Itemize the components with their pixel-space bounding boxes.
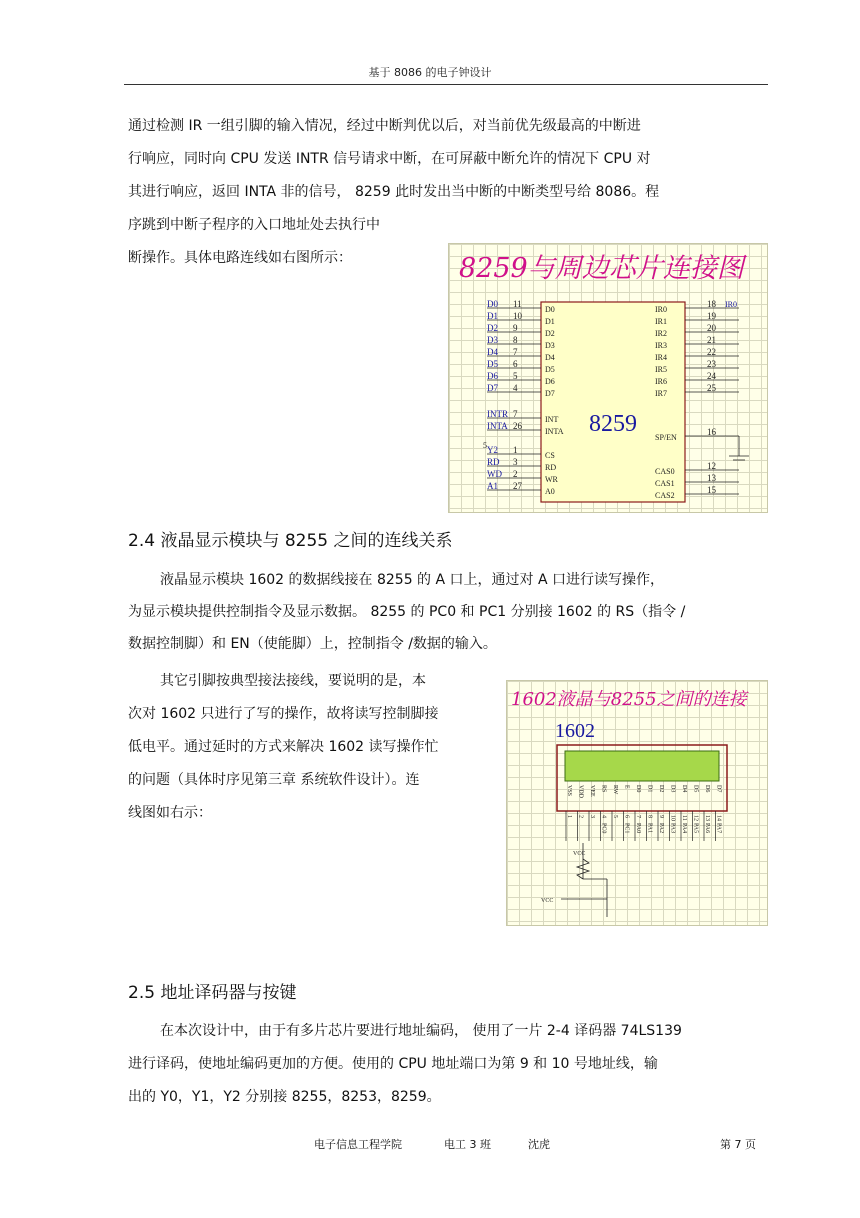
right-pin-number: 20 [707,323,716,333]
lcd-pin-number: 14 [715,815,722,821]
chip-inner-left-label: D6 [545,377,555,386]
lcd-port-label: PA1 [646,823,653,834]
lcd-pin-number: 2 [577,815,584,818]
chip-inner-right-label: CAS1 [655,479,675,488]
chip-inner-left-label: D7 [545,389,555,398]
vcc-label-bottom: VCC [541,898,554,904]
vcc-label-top: VCC [573,851,586,857]
left-pin-label: INTA [487,421,508,431]
right-extra-label: IR0 [725,300,737,309]
lcd-port-label: PC0 [600,823,607,834]
schematic-8259 [449,244,767,512]
lcd-port-label: PA2 [658,823,664,834]
s24-para1-line-3: 数据控制脚）和 EN（使能脚）上，控制指令 /数据的输入。 [128,636,497,652]
chip-inner-right-label: IR3 [655,341,667,350]
section-2-4-heading: 2.4 液晶显示模块与 8255 之间的连线关系 [128,531,453,551]
chip-inner-right-label: IR2 [655,329,667,338]
left-pin-number: 4 [513,383,518,393]
right-pin-number: 16 [707,427,716,437]
chip-inner-left-label: D4 [545,353,555,362]
lcd-pin-label: D5 [692,785,699,793]
lcd-pin-label: D4 [681,785,687,793]
s25-line-1: 在本次设计中，由于有多片芯片要进行地址编码， 使用了一片 2-4 译码器 74LS139 [160,1023,682,1039]
lcd-port-label: PA7 [715,823,722,834]
chip-inner-right-label: CAS2 [655,491,675,500]
s24-para1-line-2: 为显示模块提供控制指令及显示数据。 8255 的 PC0 和 PC1 分别接 1602 的 RS（指令 / [128,604,686,620]
lcd-pin-label: D6 [704,785,710,793]
chip-inner-left-label: A0 [545,487,555,496]
lcd-pin-label: E [623,785,630,789]
chip-inner-left-label: D3 [545,341,555,350]
schematic-1602 [507,681,767,925]
lcd-pin-number: 4 [600,815,607,818]
intro-line-2: 行响应，同时向 CPU 发送 INTR 信号请求中断，在可屏蔽中断允许的情况下 CPU 对 [128,151,651,167]
page-header-title: 基于 8086 的电子钟设计 [368,66,492,79]
left-pin-number: 27 [513,481,522,491]
left-pin-number: 2 [513,469,518,479]
s24-para2-line-1: 其它引脚按典型接法接线，要说明的是，本 [160,673,426,689]
left-pin-label: INTR [487,409,508,419]
left-pin-label: RD [487,457,500,467]
left-pin-label: A1 [487,481,498,491]
chip-inner-right-label: IR7 [655,389,667,398]
left-pin-label: D2 [487,323,498,333]
left-pin-label: D3 [487,335,498,345]
lcd-pin-label: VSS [566,785,572,797]
footer-page: 第 7 页 [720,1138,756,1151]
lcd-pin-number: 7 [635,815,641,818]
right-pin-number: 22 [707,347,716,357]
chip-inner-left-label: WR [545,475,558,484]
lcd-pin-number: 1 [566,815,572,818]
chip-inner-left-label: D1 [545,317,555,326]
chip-1602-label: 1602 [555,720,595,742]
chip-inner-right-label: IR6 [655,377,667,386]
chip-8259-label: 8259 [589,411,637,437]
left-pin-number: 5 [513,371,518,381]
left-pin-number: 26 [513,421,522,431]
chip-inner-left-label: RD [545,463,557,472]
lcd-pin-number: 9 [658,815,664,818]
s24-para2-line-4: 的问题（具体时序见第三章 系统软件设计）。连 [128,772,420,788]
lcd-pin-number: 12 [692,815,699,821]
figure-8259-connection [448,243,768,513]
footer-name: 沈虎 [528,1138,550,1151]
chip-inner-left-label: INT [545,415,559,424]
lcd-pin-number: 5 [612,815,618,818]
left-pin-number: 7 [513,409,518,419]
chip-inner-right-label: SP/EN [655,433,677,442]
chip-inner-right-label: IR1 [655,317,667,326]
lcd-pin-number: 3 [589,815,595,818]
chip-inner-left-label: CS [545,451,555,460]
s24-para2-line-2: 次对 1602 只进行了写的操作，故将读写控制脚接 [128,706,439,722]
lcd-pin-number: 6 [623,815,630,818]
chip-inner-left-label: INTA [545,427,564,436]
intro-line-3: 其进行响应，返回 INTA 非的信号， 8259 此时发出当中断的中断类型号给 8086。程 [128,184,660,200]
lcd-pin-label: D7 [715,785,722,793]
left-pin-number: 1 [513,445,518,455]
lcd-pin-number: 11 [681,815,687,821]
s25-line-3: 出的 Y0，Y1，Y2 分别接 8255，8253，8259。 [128,1089,441,1105]
left-pin-number: 9 [513,323,518,333]
left-pin-label: D7 [487,383,498,393]
left-pin-number: 6 [513,359,518,369]
chip-inner-right-label: IR5 [655,365,667,374]
figure-1602-connection [506,680,768,926]
lcd-port-label: PA4 [681,823,687,834]
right-pin-number: 15 [707,485,716,495]
right-pin-number: 18 [707,299,716,309]
header-divider [124,84,768,85]
s24-para2-line-5: 线图如右示： [128,805,212,821]
lcd-pin-label: D1 [646,785,653,793]
lcd-port-label: PA5 [692,823,699,834]
figure-1602-title: 1602液晶与8255之间的连接 [511,689,747,710]
lcd-port-label: PA0 [635,823,641,834]
footer-college: 电子信息工程学院 [314,1138,402,1151]
lcd-port-label: PA6 [704,823,710,834]
lcd-pin-label: D0 [635,785,641,793]
left-pin-label: D1 [487,311,498,321]
intro-line-4: 序跳到中断子程序的入口地址处去执行中 [128,217,380,233]
intro-line-1: 通过检测 IR 一组引脚的输入情况，经过中断判优以后，对当前优先级最高的中断进 [128,118,641,134]
left-pin-label: D0 [487,299,498,309]
left-pin-label: D5 [487,359,498,369]
chip-inner-left-label: D5 [545,365,555,374]
right-pin-number: 23 [707,359,716,369]
footer-class: 电工 3 班 [444,1138,491,1151]
right-pin-number: 21 [707,335,716,345]
left-pin-number: 3 [513,457,518,467]
right-pin-number: 12 [707,461,716,471]
section-2-5-heading: 2.5 地址译码器与按键 [128,983,297,1003]
left-pin-number: 11 [513,299,522,309]
lcd-pin-number: 8 [646,815,653,818]
chip-inner-right-label: IR0 [655,305,667,314]
lcd-pin-label: VEE [589,785,595,797]
lcd-port-label: PC1 [623,823,630,834]
chip-inner-right-label: IR4 [655,353,667,362]
lcd-pin-label: VDD [577,785,584,798]
left-extra-label: 5 [483,441,487,450]
left-pin-label: D6 [487,371,498,381]
intro-line-5: 断操作。具体电路连线如右图所示： [128,250,352,266]
left-pin-number: 10 [513,311,522,321]
chip-inner-left-label: D0 [545,305,555,314]
left-pin-number: 8 [513,335,518,345]
lcd-pin-number: 10 [669,815,676,821]
lcd-pin-label: RS [600,785,607,793]
left-pin-label: D4 [487,347,498,357]
left-pin-number: 7 [513,347,518,357]
lcd-pin-number: 13 [704,815,710,821]
lcd-pin-label: D3 [669,785,676,793]
figure-8259-title: 8259与周边芯片连接图 [459,253,744,284]
lcd-screen [565,751,719,781]
chip-inner-left-label: D2 [545,329,555,338]
right-pin-number: 19 [707,311,716,321]
s24-para2-line-3: 低电平。通过延时的方式来解决 1602 读写操作忙 [128,739,439,755]
right-pin-number: 25 [707,383,716,393]
chip-inner-right-label: CAS0 [655,467,675,476]
lcd-pin-label: RW [612,785,618,795]
right-pin-number: 24 [707,371,716,381]
left-pin-label: Y2 [487,445,498,455]
s25-line-2: 进行译码，使地址编码更加的方便。使用的 CPU 地址端口为第 9 和 10 号地址线，输 [128,1056,658,1072]
lcd-port-label: PA3 [669,823,676,834]
s24-para1-line-1: 液晶显示模块 1602 的数据线接在 8255 的 A 口上，通过对 A 口进行读写操作， [160,572,665,588]
left-pin-label: WD [487,469,502,479]
right-pin-number: 13 [707,473,716,483]
lcd-pin-label: D2 [658,785,664,793]
